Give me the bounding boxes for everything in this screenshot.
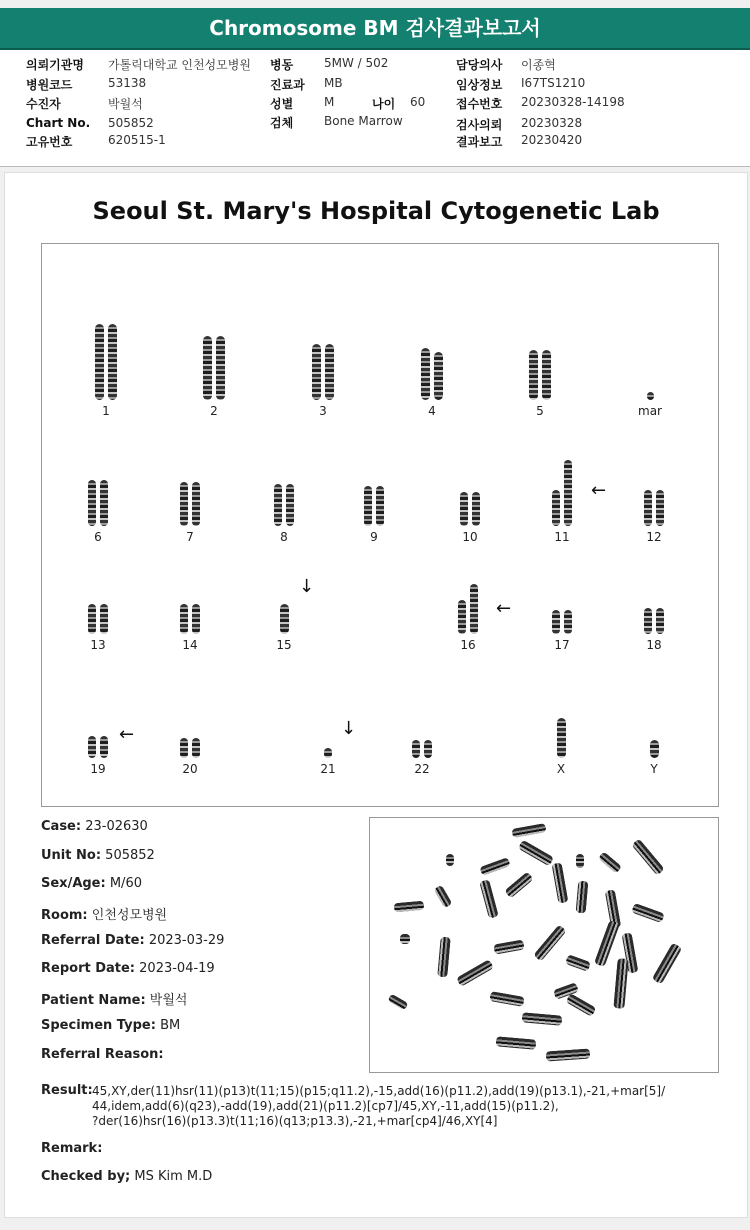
chromosome-label: 1 [102, 404, 110, 418]
chromosome-homolog [280, 604, 289, 634]
chromosome-homolog [424, 740, 432, 758]
chromosome-homolog [100, 604, 108, 634]
chromosome-homolog [529, 350, 538, 400]
chromosome-label: 21 [320, 762, 336, 776]
info-value: 박월석 [108, 97, 143, 111]
detail-referral-date: Referral Date: 2023-03-29 [41, 933, 225, 948]
info-label: 담당의사 [456, 58, 503, 72]
result-karyotype [92, 1084, 742, 1129]
info-label: 성별 [270, 97, 294, 111]
detail-referral-reason: Referral Reason: [41, 1047, 164, 1062]
chromosome-label: 17 [554, 638, 570, 652]
detail-sex-age: Sex/Age: M/60 [41, 876, 142, 891]
remark-label: Remark: [41, 1141, 103, 1156]
age-value: 60 [410, 95, 426, 109]
chromosome-homolog [470, 584, 478, 634]
detail-case: Case: 23-02630 [41, 819, 148, 834]
info-label: 병동 [270, 58, 294, 72]
chromosome-homolog [656, 490, 664, 526]
chromosome-label: X [556, 762, 566, 776]
chromosome-homolog [100, 736, 108, 758]
chromosome-homolog [472, 492, 480, 526]
info-value: 가톨릭대학교 인천성모병원 [108, 58, 251, 72]
info-value: 20230420 [521, 133, 583, 147]
detail-unit-no: Unit No: 505852 [41, 848, 155, 863]
info-label: 임상정보 [456, 78, 503, 92]
chromosome-label: 19 [90, 762, 106, 776]
chromosome-homolog [564, 460, 572, 526]
info-value: 이종혁 [521, 58, 556, 72]
chromosome-homolog [180, 738, 188, 758]
chromosome-homolog [412, 740, 420, 758]
karyogram [41, 243, 719, 807]
chromosome-homolog [100, 480, 108, 526]
result-line: 44,idem,add(6)(q23),-add(19),add(21)(p11.2)[cp7]/45,XY,-11,add(15)(p11.2), [92, 1099, 559, 1113]
left-arrow-icon: ← [591, 480, 607, 501]
info-value: Bone Marrow [324, 114, 403, 128]
chromosome-label: 16 [460, 638, 476, 652]
chromosome-label: Y [650, 762, 658, 776]
info-value: M [324, 95, 335, 109]
down-arrow-icon: ↓ [341, 718, 357, 739]
report-title: Chromosome BM 검사결과보고서 [209, 16, 541, 40]
chromosome-homolog [192, 482, 200, 526]
report-header [0, 8, 750, 50]
result-label: Result: [41, 1083, 93, 1098]
chromosome-homolog [216, 336, 225, 400]
chromosome-homolog [557, 718, 566, 758]
info-value: 53138 [108, 76, 147, 90]
chromosome-homolog [376, 486, 384, 526]
chromosome-homolog [312, 344, 321, 400]
info-label: 고유번호 [26, 135, 73, 149]
detail-specimen-type: Specimen Type: BM [41, 1018, 181, 1033]
chromosome-homolog [192, 604, 200, 634]
chromosome-homolog [88, 480, 96, 526]
chromosome-homolog [656, 608, 664, 634]
info-label: 결과보고 [456, 135, 503, 149]
chromosome-homolog [286, 484, 294, 526]
info-label: 검사의뢰 [456, 118, 503, 132]
info-label: Chart No. [26, 116, 91, 130]
chromosome-label: 6 [94, 530, 102, 544]
info-value: I67TS1210 [521, 76, 586, 90]
chromosome-homolog [644, 608, 652, 634]
info-label: 병원코드 [26, 78, 73, 92]
chromosome-label: mar [638, 404, 662, 418]
chromosome-homolog [203, 336, 212, 400]
chromosome-homolog [88, 604, 96, 634]
down-arrow-icon: ↓ [299, 576, 315, 597]
chromosome-label: 4 [428, 404, 436, 418]
info-value: 20230328-14198 [521, 95, 625, 109]
chromosome-homolog [88, 736, 96, 758]
chromosome-label: 13 [90, 638, 106, 652]
chromosome-homolog [192, 738, 200, 758]
left-arrow-icon: ← [496, 598, 512, 619]
info-value: 5MW / 502 [324, 56, 389, 70]
chromosome-label: 8 [280, 530, 288, 544]
detail-report-date: Report Date: 2023-04-19 [41, 961, 215, 976]
info-value: 20230328 [521, 116, 583, 130]
chromosome-homolog [458, 600, 466, 634]
chromosome-homolog [180, 604, 188, 634]
chromosome-homolog [95, 324, 104, 400]
cytogenetic-report [4, 172, 748, 1218]
chromosome-homolog [552, 490, 560, 526]
chromosome-label: 7 [186, 530, 194, 544]
metaphase-image [369, 817, 719, 1073]
chromosome-label: 12 [646, 530, 662, 544]
patient-info-panel [0, 50, 750, 167]
info-label: 의뢰기관명 [26, 58, 84, 72]
chromosome-label: 15 [276, 638, 292, 652]
result-line: ?der(16)hsr(16)(p13.3)t(11;16)(q13;p13.3),-21,+mar[cp4]/46,XY[4] [92, 1114, 498, 1128]
chromosome-homolog [421, 348, 430, 400]
chromosome-label: 14 [182, 638, 198, 652]
chromosome-label: 9 [370, 530, 378, 544]
chromosome-homolog [647, 392, 654, 400]
checked-by: Checked by; MS Kim M.D [41, 1169, 213, 1184]
chromosome-label: 18 [646, 638, 662, 652]
left-arrow-icon: ← [119, 724, 135, 745]
detail-room: Room: 인천성모병원 [41, 908, 168, 923]
lab-title: Seoul St. Mary's Hospital Cytogenetic Lab [92, 197, 660, 225]
info-label: 검체 [270, 116, 294, 130]
chromosome-homolog [434, 352, 443, 400]
info-value: MB [324, 76, 343, 90]
chromosome-homolog [650, 740, 659, 758]
chromosome-homolog [542, 350, 551, 400]
chromosome-label: 5 [536, 404, 544, 418]
detail-patient-name: Patient Name: 박월석 [41, 993, 188, 1008]
info-label: 수진자 [26, 97, 61, 111]
chromosome-label: 3 [319, 404, 327, 418]
info-value: 505852 [108, 116, 154, 130]
age-label: 나이 [372, 97, 396, 111]
chromosome-homolog [108, 324, 117, 400]
chromosome-homolog [552, 610, 560, 634]
chromosome-homolog [180, 482, 188, 526]
info-label: 진료과 [270, 78, 305, 92]
chromosome-label: 11 [554, 530, 570, 544]
chromosome-homolog [324, 748, 332, 758]
chromosome-homolog [460, 492, 468, 526]
chromosome-homolog [364, 486, 372, 526]
chromosome-homolog [564, 610, 572, 634]
result-line: 45,XY,der(11)hsr(11)(p13)t(11;15)(p15;q11.2),-15,add(16)(p11.2),add(19)(p13.1),-21,+mar[5]/ [92, 1084, 666, 1098]
chromosome-homolog [325, 344, 334, 400]
chromosome-label: 2 [210, 404, 218, 418]
chromosome-label: 20 [182, 762, 198, 776]
chromosome-label: 10 [462, 530, 478, 544]
chromosome-label: 22 [414, 762, 430, 776]
chromosome-homolog [274, 484, 282, 526]
info-value: 620515-1 [108, 133, 166, 147]
chromosome-homolog [644, 490, 652, 526]
info-label: 접수번호 [456, 97, 503, 111]
